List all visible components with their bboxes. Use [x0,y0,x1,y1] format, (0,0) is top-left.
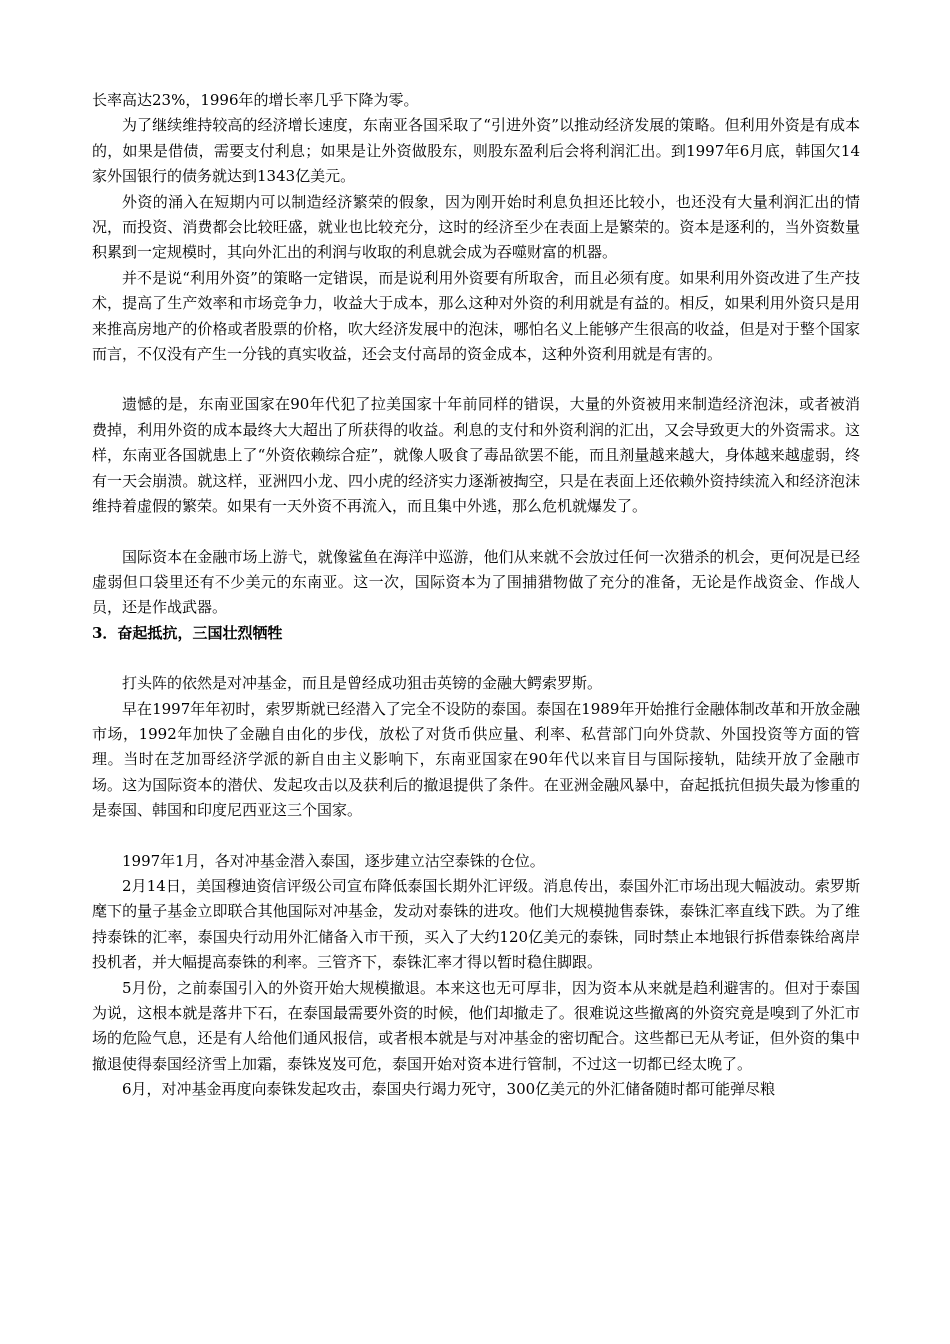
paragraph-foreign-capital-strategy: 为了继续维持较高的经济增长速度，东南亚各国采取了“引进外资”以推动经济发展的策略。但利用外资是有成本的，如果是借债，需要支付利息；如果是让外资做股东，则股东盈利后会将利润汇出。到1997年6月底，韩国欠14家外国银行的债务就达到1343亿美元。 [92,116,860,186]
paragraph-continuation: 长率高达23%，1996年的增长率几乎下降为零。 [92,91,419,109]
paragraph-hedge-funds-lead: 打头阵的依然是对冲基金，而且是曾经成功狙击英镑的金融大鳄索罗斯。 [122,674,603,693]
paragraph-soros-thailand: 早在1997年年初时，索罗斯就已经潜入了完全不设防的泰国。泰国在1989年开始推行金融体制改革和开放金融市场，1992年加快了金融自由化的步伐，放松了对货币供应量、利率、私营部门向外贷款、外国投资等方面的管理。当时在芝加哥经济学派的新自由主义影响下，东南亚国家在90年代以来盲目与国际接轨，陆续开放了金融市场。这为国际资本的潜伏、发起攻击以及获利后的撤退提供了条件。在亚洲金融风暴中，奋起抵抗但损失最为惨重的是泰国、韩国和印度尼西亚这三个国家。 [92,699,860,820]
paragraph-false-prosperity: 外资的涌入在短期内可以制造经济繁荣的假象，因为刚开始时利息负担还比较小，也还没有大量利润汇出的情况，而投资、消费都会比较旺盛，就业也比较充分，这时的经济至少在表面上是繁荣的。资本是逐利的，当外资数量积累到一定规模时，其向外汇出的利润与收取的利息就会成为吞噬财富的机器。 [92,192,860,262]
paragraph-dependency-syndrome: 遗憾的是，东南亚国家在90年代犯了拉美国家十年前同样的错误，大量的外资被用来制造经济泡沫，或者被消费掉，利用外资的成本最终大大超出了所获得的收益。利息的支付和外资利润的汇出，又会导致更大的外资需求。这样，东南亚各国就患上了“外资依赖综合症”，就像人吸食了毒品欲罢不能，而且剂量越来越大，身体越来越虚弱，终有一天会崩溃。就这样，亚洲四小龙、四小虎的经济实力逐渐被掏空，只是在表面上还依赖外资持续流入和经济泡沫维持着虚假的繁荣。如果有一天外资不再流入，而且集中外逃，那么危机就爆发了。 [92,395,860,516]
paragraph-may-withdrawal: 5月份，之前泰国引入的外资开始大规模撤退。本来这也无可厚非，因为资本从来就是趋利避害的。但对于泰国为说，这根本就是落井下石，在泰国最需要外资的时候，他们却撤走了。很难说这些撤离的外资究竟是嗅到了外汇市场的危险气息，还是有人给他们通风报信，或者根本就是与对冲基金的密切配合。这些都已无从考证，但外资的集中撤退使得泰国经济雪上加霜，泰铢岌岌可危，泰国开始对资本进行管制，不过这一切都已经太晚了。 [92,978,860,1073]
document-page [92,88,860,1103]
section-heading: 3．奋起抵抗，三国壮烈牺牲 [92,623,283,642]
paragraph-use-of-foreign-capital: 并不是说“利用外资”的策略一定错误，而是说利用外资要有所取舍，而且必须有度。如果利用外资改进了生产技术，提高了生产效率和市场竞争力，收益大于成本，那么这种对外资的利用就是有益的。相反，如果利用外资只是用来推高房地产的价格或者股票的价格，吹大经济发展中的泡沫，哪怕名义上能够产生很高的收益，但是对于整个国家而言，不仅没有产生一分钱的真实收益，还会支付高昂的资金成本，这种外资利用就是有害的。 [92,268,860,364]
paragraph-june-attack: 6月，对冲基金再度向泰铢发起攻击，泰国央行竭力死守，300亿美元的外汇储备随时都可能弹尽粮 [122,1080,776,1099]
paragraph-international-capital: 国际资本在金融市场上游弋，就像鲨鱼在海洋中巡游，他们从来就不会放过任何一次猎杀的机会，更何况是已经虚弱但口袋里还有不少美元的东南亚。这一次，国际资本为了围捕猎物做了充分的准备，无论是作战资金、作战人员，还是作战武器。 [92,547,860,617]
paragraph-february-14: 2月14日，美国穆迪资信评级公司宣布降低泰国长期外汇评级。消息传出，泰国外汇市场出现大幅波动。索罗斯麾下的量子基金立即联合其他国际对冲基金，发动对泰铢的进攻。他们大规模抛售泰铢，泰铢汇率直线下跌。为了维持泰铢的汇率，泰国央行动用外汇储备入市干预，买入了大约120亿美元的泰铢，同时禁止本地银行拆借泰铢给离岸投机者，并大幅提高泰铢的利率。三管齐下，泰铢汇率才得以暂时稳住脚跟。 [92,876,860,972]
paragraph-january-1997: 1997年1月，各对冲基金潜入泰国，逐步建立沽空泰铢的仓位。 [122,851,545,870]
